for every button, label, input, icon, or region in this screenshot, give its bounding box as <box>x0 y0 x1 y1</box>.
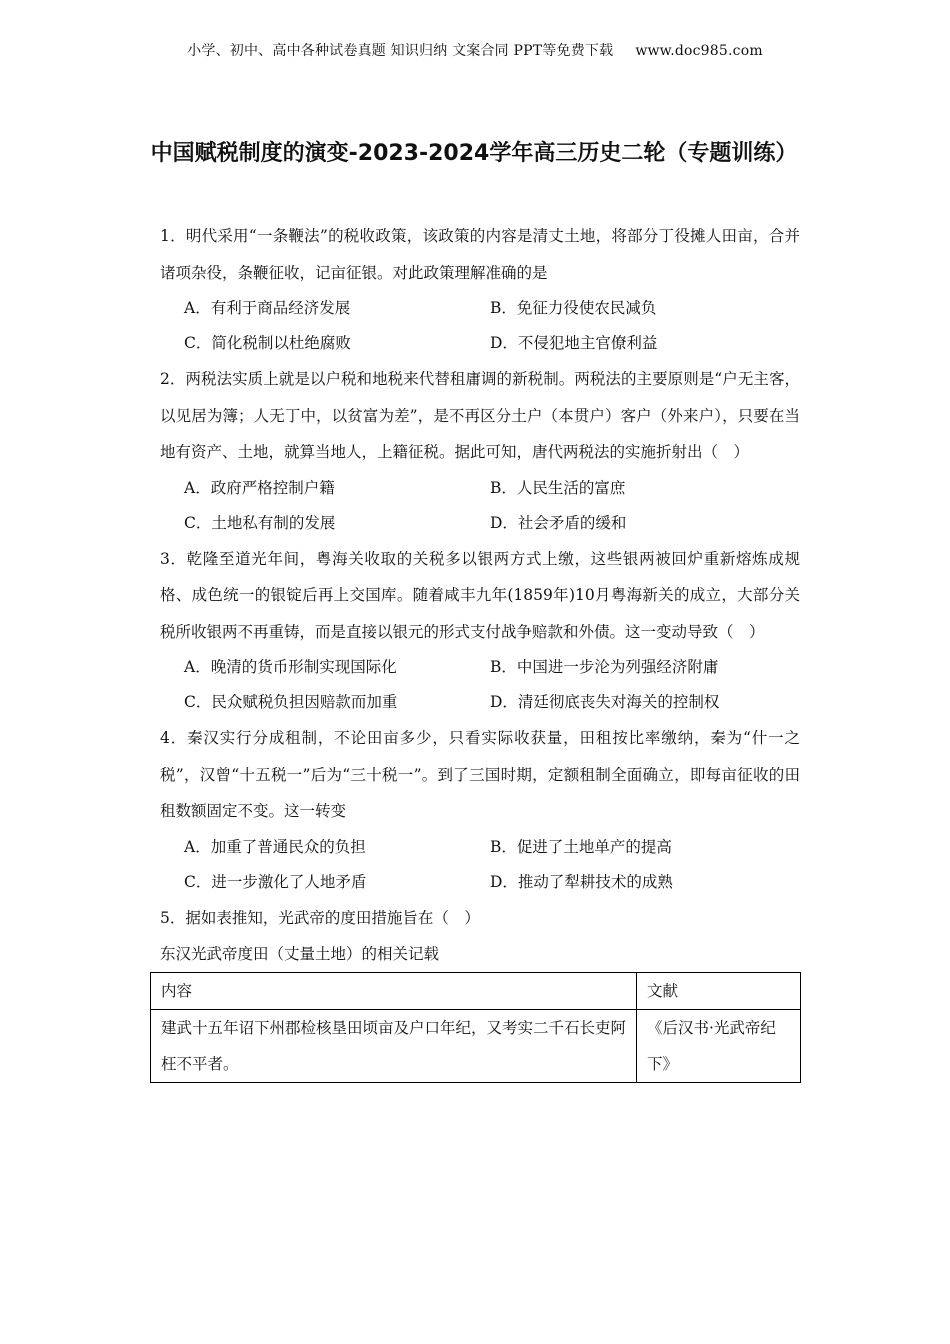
question-stem: 1．明代采用“一条鞭法”的税收政策，该政策的内容是清丈土地，将部分丁役摊人田亩，合并诸项杂役，条鞭征收，记亩征银。对此政策理解准确的是 <box>160 227 800 282</box>
question-stem: 5．据如表推知，光武帝的度田措施旨在（ ） <box>160 908 480 927</box>
records-table <box>150 972 801 1083</box>
option-c: C．民众赋税负担因赔款而加重 <box>184 693 398 711</box>
question-4 <box>160 720 800 900</box>
header-website[interactable]: www.doc985.com <box>635 43 763 59</box>
options <box>160 830 800 900</box>
option-d: D．清廷彻底丧失对海关的控制权 <box>490 693 720 711</box>
option-a: A．政府严格控制户籍 <box>184 478 335 497</box>
question-1 <box>160 218 800 361</box>
question-3 <box>160 541 800 721</box>
table-caption: 东汉光武帝度田（丈量土地）的相关记载 <box>160 945 440 963</box>
document-title: 中国赋税制度的演变-2023-2024学年高三历史二轮（专题训练） <box>150 141 798 166</box>
table-row <box>151 1010 801 1083</box>
table-cell-source: 《后汉书·光武帝纪下》 <box>637 1010 801 1083</box>
option-a: A．有利于商品经济发展 <box>184 299 351 317</box>
option-c: C．进一步激化了人地矛盾 <box>184 872 367 891</box>
option-b: B．人民生活的富庶 <box>490 478 626 497</box>
page-header <box>0 40 950 60</box>
options <box>160 471 800 541</box>
option-d: D．不侵犯地主官僚利益 <box>490 334 658 352</box>
table-header-row <box>151 973 801 1010</box>
option-c: C．简化税制以杜绝腐败 <box>184 334 351 352</box>
table-header-content: 内容 <box>151 973 637 1010</box>
header-left-text: 小学、初中、高中各种试卷真题 知识归纳 文案合同 PPT等免费下载 <box>187 43 614 59</box>
option-d: D．推动了犁耕技术的成熟 <box>490 872 673 891</box>
question-stem: 3．乾隆至道光年间，粤海关收取的关税多以银两方式上缴，这些银两被回炉重新熔炼成规格、成色统一的银锭后再上交国库。随着咸丰九年(1859年)10月粤海新关的成立，大部分关税所收银两不再重铸，而是直接以银元的形式支付战争赔款和外债。这一变动导致（ ） <box>160 549 800 641</box>
question-stem: 4．秦汉实行分成租制，不论田亩多少，只看实际收获量，田租按比率缴纳，秦为“什一之税”，汉曾“十五税一”后为“三十税一”。到了三国时期，定额租制全面确立，即每亩征收的田租数额固定不变。这一转变 <box>160 729 800 820</box>
options <box>160 291 800 361</box>
option-a: A．加重了普通民众的负担 <box>184 837 366 856</box>
question-list <box>160 218 800 1083</box>
table-header-source: 文献 <box>637 973 801 1010</box>
option-b: B．促进了土地单产的提高 <box>490 837 672 856</box>
option-b: B．免征力役使农民减负 <box>490 299 657 317</box>
option-c: C．土地私有制的发展 <box>184 513 336 532</box>
option-a: A．晚清的货币形制实现国际化 <box>184 658 397 676</box>
options <box>160 650 800 720</box>
question-2 <box>160 361 800 541</box>
question-stem: 2．两税法实质上就是以户税和地税来代替租庸调的新税制。两税法的主要原则是“户无主客，以见居为簿；人无丁中，以贫富为差”，是不再区分土户（本贯户）客户（外来户），只要在当地有资产、土地，就算当地人，上籍征税。据此可知，唐代两税法的实施折射出（ ） <box>160 370 800 461</box>
option-b: B．中国进一步沦为列强经济附庸 <box>490 658 719 676</box>
table-cell-content: 建武十五年诏下州郡检核垦田顷亩及户口年纪，又考实二千石长吏阿枉不平者。 <box>151 1010 637 1083</box>
option-d: D．社会矛盾的缓和 <box>490 513 627 532</box>
question-5 <box>160 900 800 1084</box>
